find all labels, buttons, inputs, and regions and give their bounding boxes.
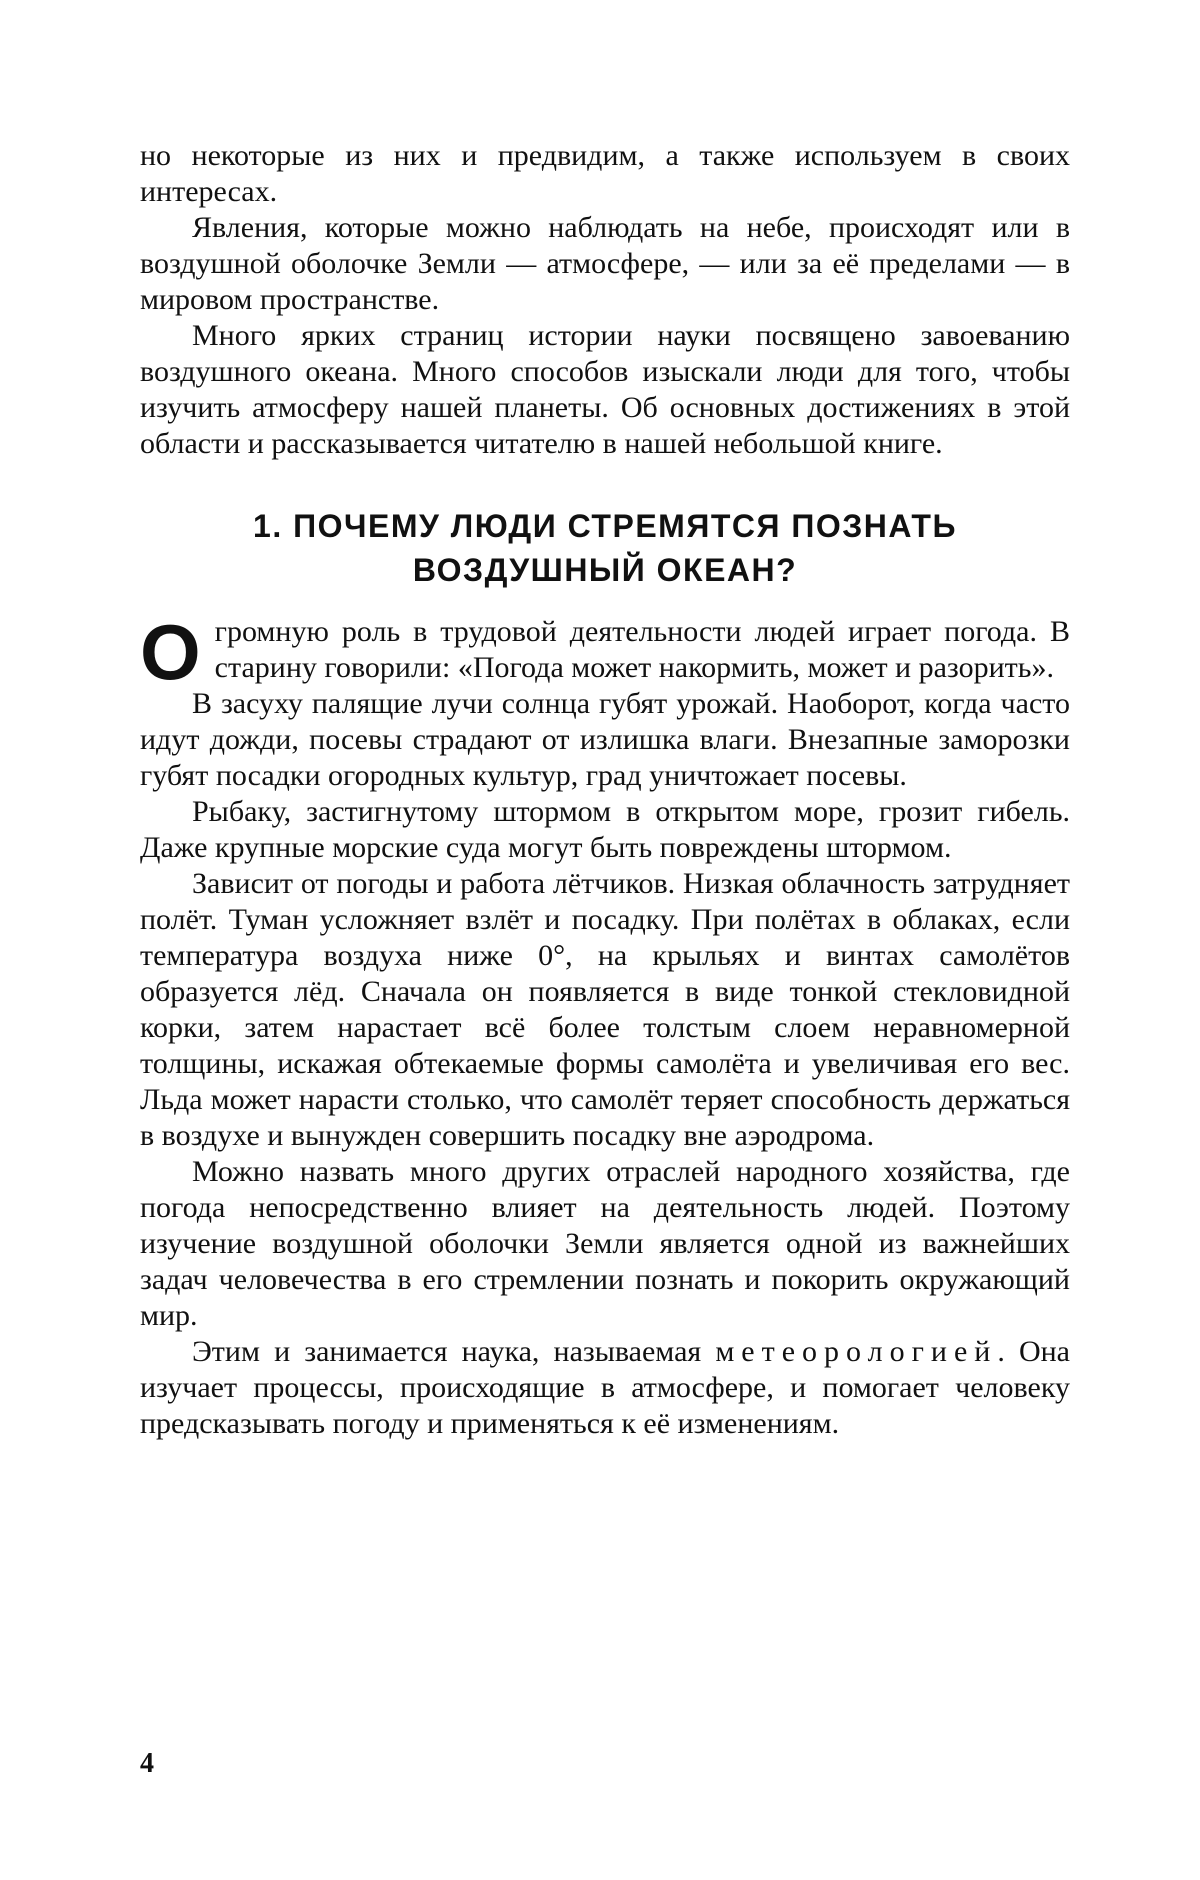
section-heading bbox=[140, 504, 1070, 592]
intro-paragraph-phenomena: Явления, которые можно наблюдать на небе, происходят или в воздушной оболочке Земли — атмосфере, — или за её пределами — в мировом пространстве. bbox=[140, 211, 1070, 316]
opening-paragraph-text: громную роль в трудовой деятельности людей играет погода. В старину говорили: «Погода может накормить, может и разорить». bbox=[214, 615, 1070, 684]
page-number: 4 bbox=[140, 1748, 154, 1779]
paragraph-meteorology bbox=[140, 1334, 1070, 1442]
meteorology-term: метеорологией bbox=[715, 1335, 998, 1368]
paragraph-economy: Можно назвать много других отраслей народного хозяйства, где погода непосредственно влияет на деятельность людей. Поэтому изучение воздушной оболочки Земли является одной из важнейших задач человечества в его стремлении познать и покорить окружающий мир. bbox=[140, 1155, 1070, 1332]
paragraph-fisherman: Рыбаку, застигнутому штормом в открытом море, грозит гибель. Даже крупные морские суда могут быть повреждены штормом. bbox=[140, 795, 1070, 864]
section-opening-paragraph bbox=[140, 608, 1070, 696]
intro-paragraph-continuation: но некоторые из них и предвидим, а также используем в своих интересах. bbox=[140, 139, 1070, 208]
intro-paragraph-book-purpose: Много ярких страниц истории науки посвящено завоеванию воздушного океана. Много способов изыскали люди для того, чтобы изучить атмосферу нашей планеты. Об основных достижениях в этой области и рассказывается читателю в нашей небольшой книге. bbox=[140, 319, 1070, 460]
section-heading-line-2: ВОЗДУШНЫЙ ОКЕАН? bbox=[412, 552, 798, 588]
book-page bbox=[140, 138, 1070, 1838]
section-heading-line-1: 1. ПОЧЕМУ ЛЮДИ СТРЕМЯТСЯ ПОЗНАТЬ bbox=[253, 508, 957, 544]
drop-cap-letter: О bbox=[140, 608, 201, 696]
paragraph-pilots: Зависит от погоды и работа лётчиков. Низкая облачность затрудняет полёт. Туман усложняет взлёт и посадку. При полётах в облаках, если температура воздуха ниже 0°, на крыльях и винтах самолётов образуется лёд. Сначала он появляется в виде тонкой стекловидной корки, затем нарастает всё более толстым слоем неравномерной толщины, искажая обтекаемые формы самолёта и увеличивая его вес. Льда может нарасти столько, что самолёт теряет способность держаться в воздухе и вынужден совершить посадку вне аэродрома. bbox=[140, 867, 1070, 1152]
paragraph-drought: В засуху палящие лучи солнца губят урожай. Наоборот, когда часто идут дожди, посевы страдают от излишка влаги. Внезапные заморозки губят посадки огородных культур, град уничтожает посевы. bbox=[140, 687, 1070, 792]
meteorology-text-before: Этим и занимается наука, называемая bbox=[192, 1335, 716, 1368]
meteorology-text-after: . Она изучает процессы, происходящие в атмосфере, и помогает человеку предсказывать погоду и применяться к её изменениям. bbox=[140, 1335, 1070, 1440]
